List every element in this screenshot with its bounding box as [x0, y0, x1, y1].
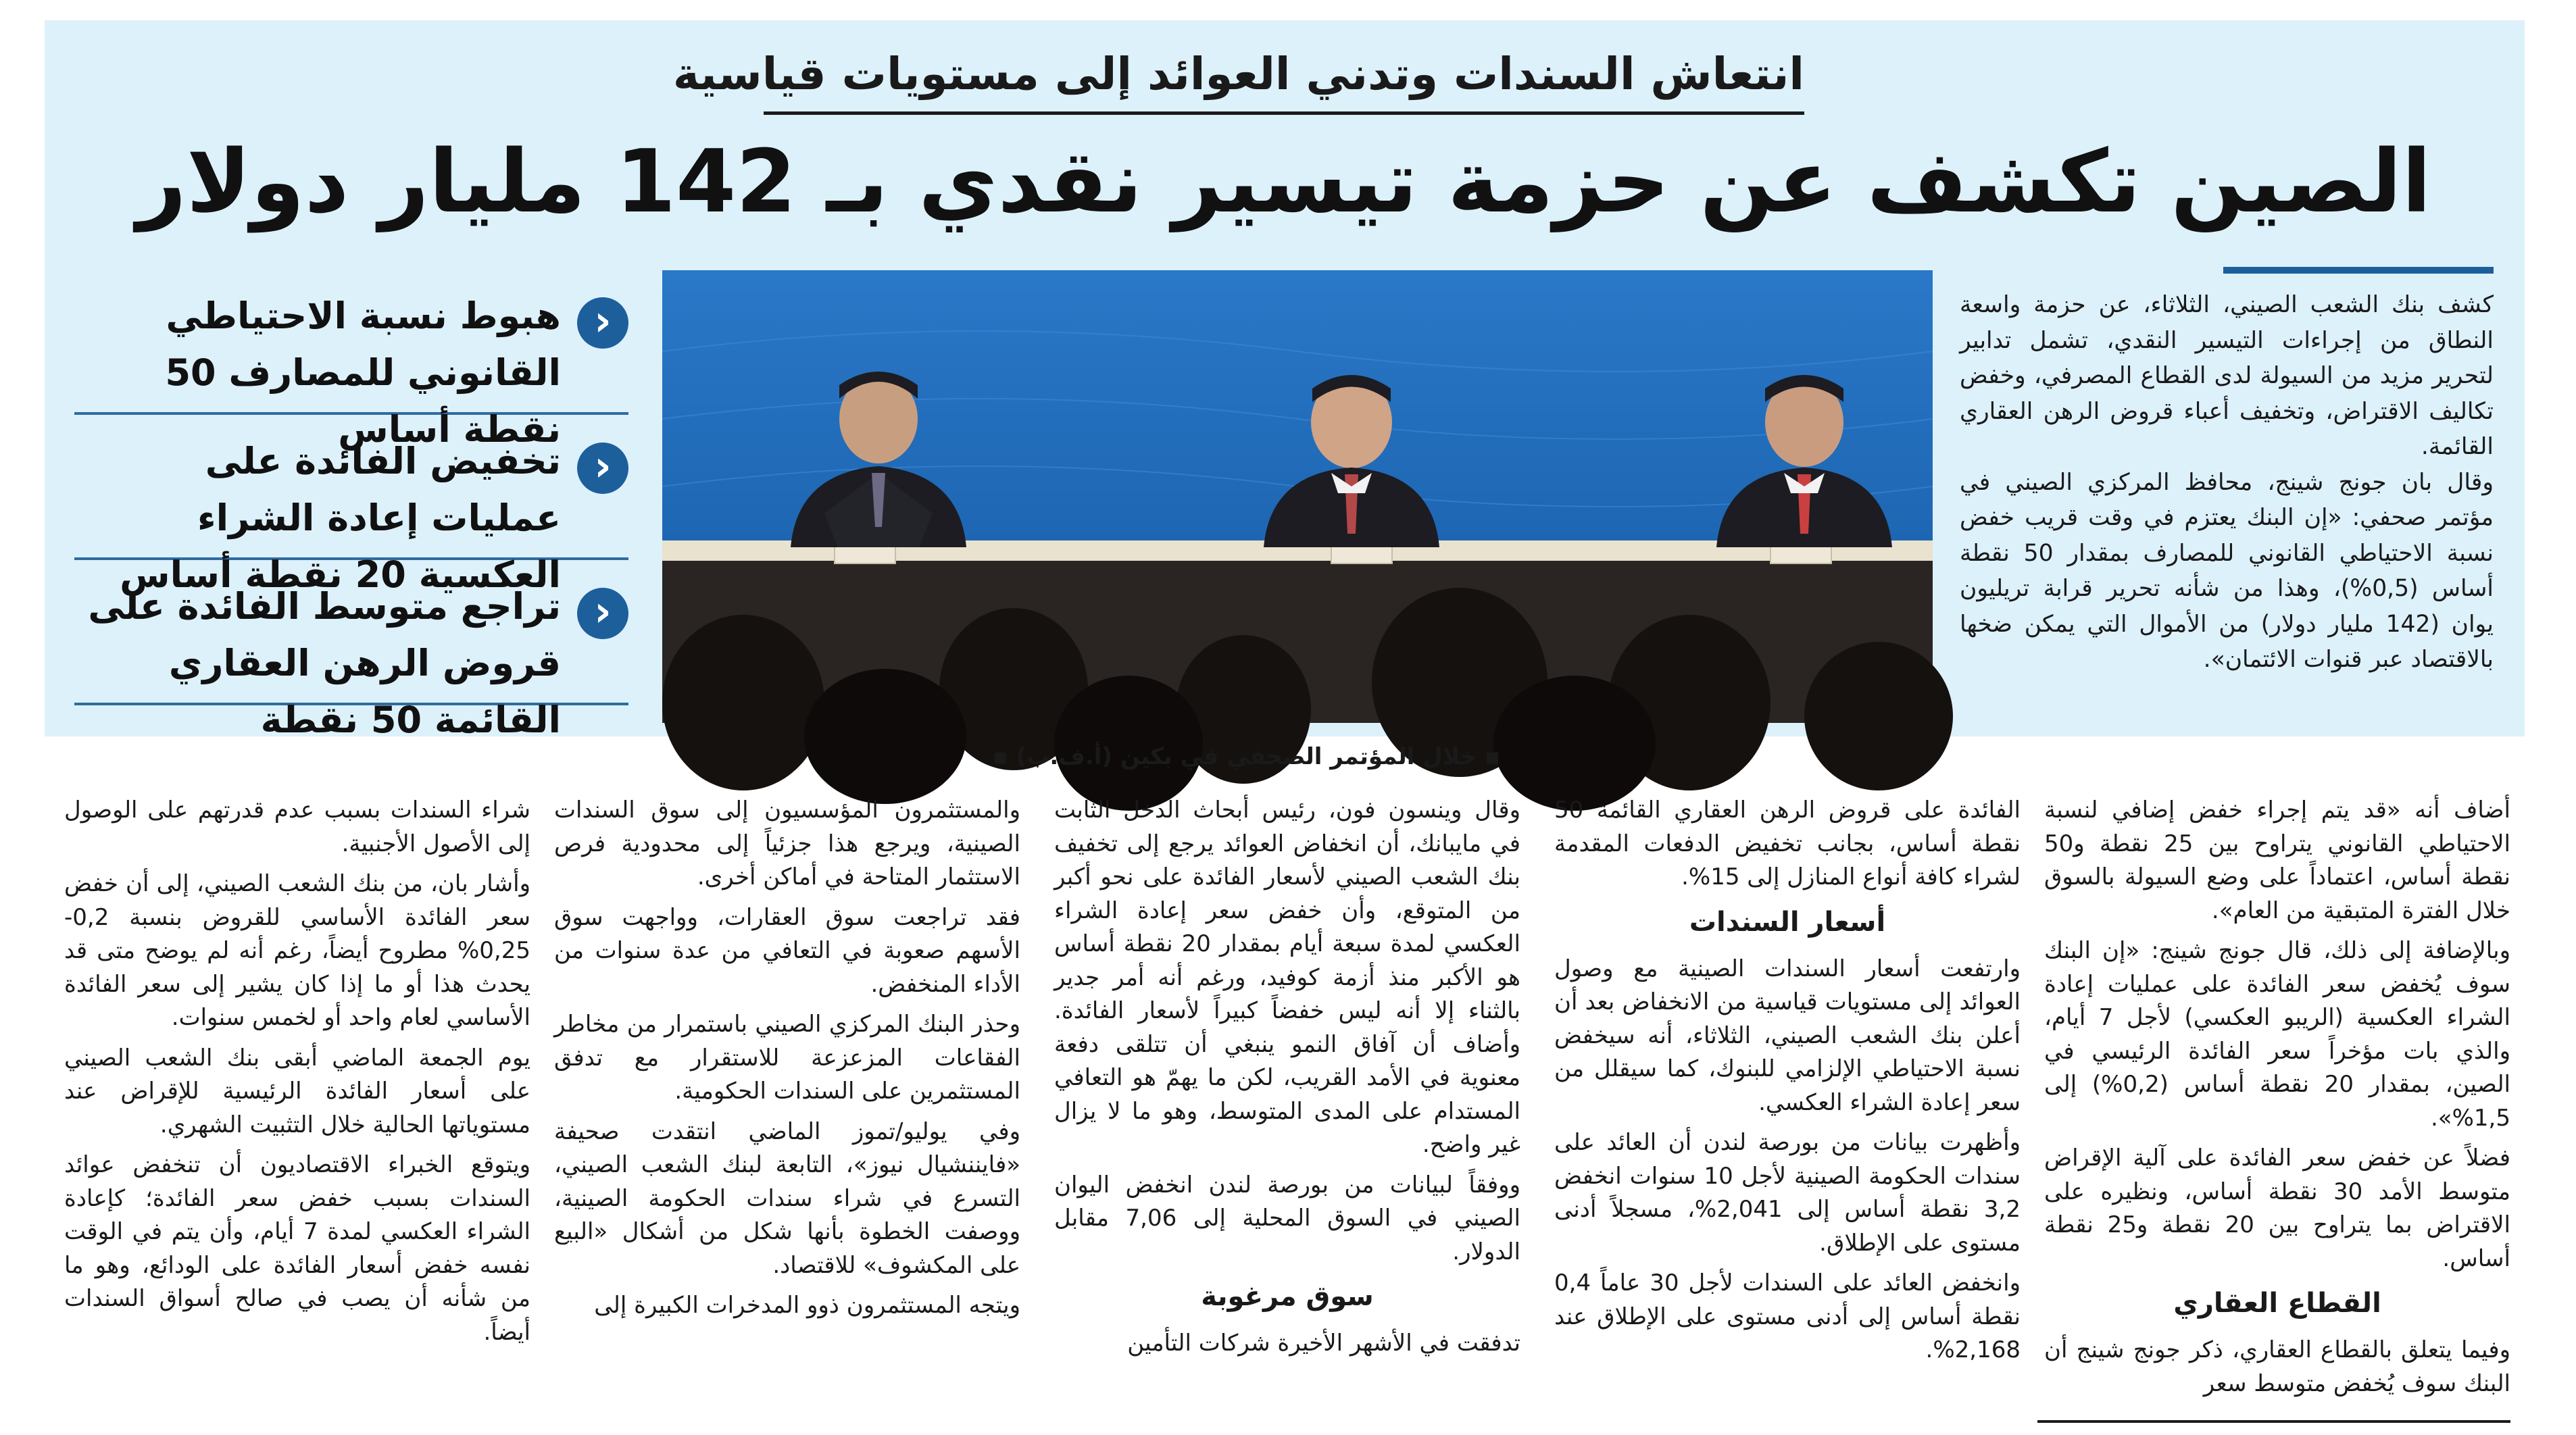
paragraph: وقال وينسون فون، رئيس أبحاث الدخل الثابت في مايبانك، أن انخفاض العوائد يرجع إلى تخفيف بنك الشعب الصيني لأسعار الفائدة على نحو أكبر من المتوقع، وأن خفض سعر إعادة الشراء العكسي لمدة سبعة أيام بمقدار 20 نقطة أساس هو الأكبر منذ أزمة كوفيد، ورغم أنه أمر جدير بالثناء إلا أنه ليس خفضاً كبيراً لأسعار الفائدة. وأضاف أن آفاق النمو ينبغي أن تتلقى دفعة معنوية في الأمد القريب، لكن ما يهمّ هو التعافي المستدام على المدى المتوسط، وهو ما لا يزال غير واضح. [1054, 797, 1520, 1158]
chevron-left-icon: ‹ [577, 443, 628, 494]
paragraph: وارتفعت أسعار السندات الصينية مع وصول العوائد إلى مستويات قياسية من الانخفاض بعد أن أعلن بنك الشعب الصيني، الثلاثاء، أنه سيخفض نسبة الاحتياطي الإلزامي للبنوك، كما سيقلل من سعر إعادة الشراء العكسي. [1554, 955, 2021, 1116]
paragraph: الفائدة على قروض الرهن العقاري القائمة 50 نقطة أساس، بجانب تخفيض الدفعات المقدمة لشراء كافة أنواع المنازل إلى 15%. [1554, 797, 2021, 890]
bottom-rule [2037, 1420, 2510, 1423]
paragraph: ويتوقع الخبراء الاقتصاديون أن تنخفض عوائد السندات بسبب خفض سعر الفائدة؛ كإعادة الشراء العكسي لمدة 7 أيام، وأن يتم في الوقت نفسه خفض أسعار الفائدة على الودائع، وهو ما من شأنه أن يصب في صالح أسواق السندات أيضاً. [64, 1151, 530, 1346]
kicker: انتعاش السندات وتدني العوائد إلى مستويات قياسية [764, 37, 1804, 115]
paragraph: وأشار بان، من بنك الشعب الصيني، إلى أن خفض سعر الفائدة الأساسي للقروض بنسبة 0,2-0,25% مطروح أيضاً، رغم أنه لم يوضح متى قد يحدث هذا أو ما إذا كان يشير إلى سعر الفائدة الأساسي لعام واحد أو لخمس سنوات. [64, 870, 530, 1031]
highlight-text: هبوط نسبة الاحتياطي القانوني للمصارف 50 نقطة أساس [165, 295, 561, 451]
photo-caption: ▪ خلال المؤتمر الصحفي في بكين (أ.ف.ب) ▪ [992, 743, 1500, 770]
paragraph: والمستثمرون المؤسسيون إلى سوق السندات الصينية، ويرجع هذا جزئياً إلى محدودية فرص الاستثمار المتاحة في أماكن أخرى. [554, 797, 1020, 890]
section-heading-real-estate: القطاع العقاري [2173, 1288, 2381, 1319]
highlight-text: تراجع متوسط الفائدة على قروض الرهن العقاري القائمة 50 نقطة [88, 585, 561, 741]
chevron-left-icon: ‹ [577, 297, 628, 349]
paragraph: وبالإضافة إلى ذلك، قال جونج شينج: «إن البنك سوف يُخفض سعر الفائدة على عمليات إعادة الشراء العكسية (الريبو العكسي) لأجل 7 أيام، والذي بات مؤخراً سعر الفائدة الرئيسي في الصين، بمقدار 20 نقطة أساس (0,2%) إلى 1,5%». [2044, 937, 2510, 1132]
highlight-text: تخفيض الفائدة على عمليات إعادة الشراء العكسية 20 نقطة أساس [120, 440, 561, 596]
highlight-item [74, 429, 628, 596]
paragraph: وفي يوليو/تموز الماضي انتقدت صحيفة «فايننشيال نيوز»، التابعة لبنك الشعب الصيني، التسرع في شراء سندات الحكومة الصينية، ووصفت الخطوة بأنها شكل من أشكال «البيع على المكشوف» للاقتصاد. [554, 1117, 1020, 1279]
headline: الصين تكشف عن حزمة تيسير نقدي بـ 142 مليار دولار [137, 132, 2431, 232]
paragraph: وفيما يتعلق بالقطاع العقاري، ذكر جونج شينج أن البنك سوف يُخفض متوسط سعر [2044, 1336, 2510, 1397]
chevron-left-icon: ‹ [577, 588, 628, 639]
paragraph: ويتجه المستثمرون ذوو المدخرات الكبيرة إلى [594, 1292, 1020, 1319]
lead-rule [2223, 267, 2494, 274]
paragraph: وانخفض العائد على السندات لأجل 30 عاماً 0,4 نقطة أساس إلى أدنى مستوى على الإطلاق عند 2,168%. [1554, 1269, 2021, 1363]
lead-paragraph: كشف بنك الشعب الصيني، الثلاثاء، عن حزمة واسعة النطاق من إجراءات التيسير النقدي، تشمل تدابير لتحرير مزيد من السيولة لدى القطاع المصرفي، وخفض تكاليف الاقتراض، وتخفيف أعباء قروض الرهن العقاري القائمة. [1960, 291, 2494, 460]
paragraph: وأظهرت بيانات من بورصة لندن أن العائد على سندات الحكومة الصينية لأجل 10 سنوات انخفض 3,2 نقطة أساس إلى 2,041%، مسجلاً أدنى مستوى على الإطلاق. [1554, 1129, 2021, 1257]
article-column-3 [1054, 794, 1520, 1415]
section-heading-desired-market: سوق مرغوبة [1201, 1281, 1374, 1312]
press-conference-illustration [662, 270, 1933, 723]
lead-paragraph: وقال بان جونج شينج، محافظ المركزي الصيني في مؤتمر صحفي: «إن البنك يعتزم في وقت قريب خفض نسبة الاحتياطي القانوني للمصارف بمقدار 50 نقطة أساس (0,5%)، وهذا من شأنه تحرير قرابة تريليون يوان (142 مليار دولار) من الأموال التي يمكن ضخها بالاقتصاد عبر قنوات الائتمان». [1960, 468, 2494, 673]
article-column-1 [2044, 794, 2510, 1415]
paragraph: شراء السندات بسبب عدم قدرتهم على الوصول إلى الأصول الأجنبية. [64, 797, 530, 857]
paragraph: أضاف أنه «قد يتم إجراء خفض إضافي لنسبة الاحتياطي القانوني يتراوح بين 25 نقطة و50 نقطة أساس، اعتماداً على وضع السيولة بالسوق خلال الفترة المتبقية من العام». [2044, 797, 2510, 924]
article-column-4 [554, 794, 1020, 1415]
paragraph: تدفقت في الأشهر الأخيرة شركات التأمين [1127, 1330, 1520, 1357]
article-column-2 [1554, 794, 2021, 1415]
paragraph: فضلاً عن خفض سعر الفائدة على آلية الإقراض متوسط الأمد 30 نقطة أساس، ونظيره على الاقتراض بما يتراوح بين 20 نقطة و25 نقطة أساس. [2044, 1144, 2510, 1272]
lead-paragraphs [1960, 287, 2494, 720]
paragraph: وحذر البنك المركزي الصيني باستمرار من مخاطر الفقاعات المزعزعة للاستقرار مع تدفق المستثمرين على السندات الحكومية. [554, 1011, 1020, 1105]
press-conference-photo [662, 270, 1933, 723]
paragraph: ووفقاً لبيانات من بورصة لندن انخفض اليوان الصيني في السوق المحلية إلى 7,06 مقابل الدولار. [1054, 1171, 1520, 1265]
highlight-item [74, 284, 628, 451]
section-heading-bond-prices: أسعار السندات [1689, 906, 1886, 938]
paragraph: يوم الجمعة الماضي أبقى بنك الشعب الصيني على أسعار الفائدة الرئيسية للإقراض عند مستوياتها الحالية خلال التثبيت الشهري. [64, 1044, 530, 1138]
highlights [74, 284, 628, 741]
article-column-5 [64, 794, 530, 1415]
paragraph: فقد تراجعت سوق العقارات، وواجهت سوق الأسهم صعوبة في التعافي من عدة سنوات من الأداء المنخفض. [554, 903, 1020, 998]
highlight-item [74, 574, 628, 741]
